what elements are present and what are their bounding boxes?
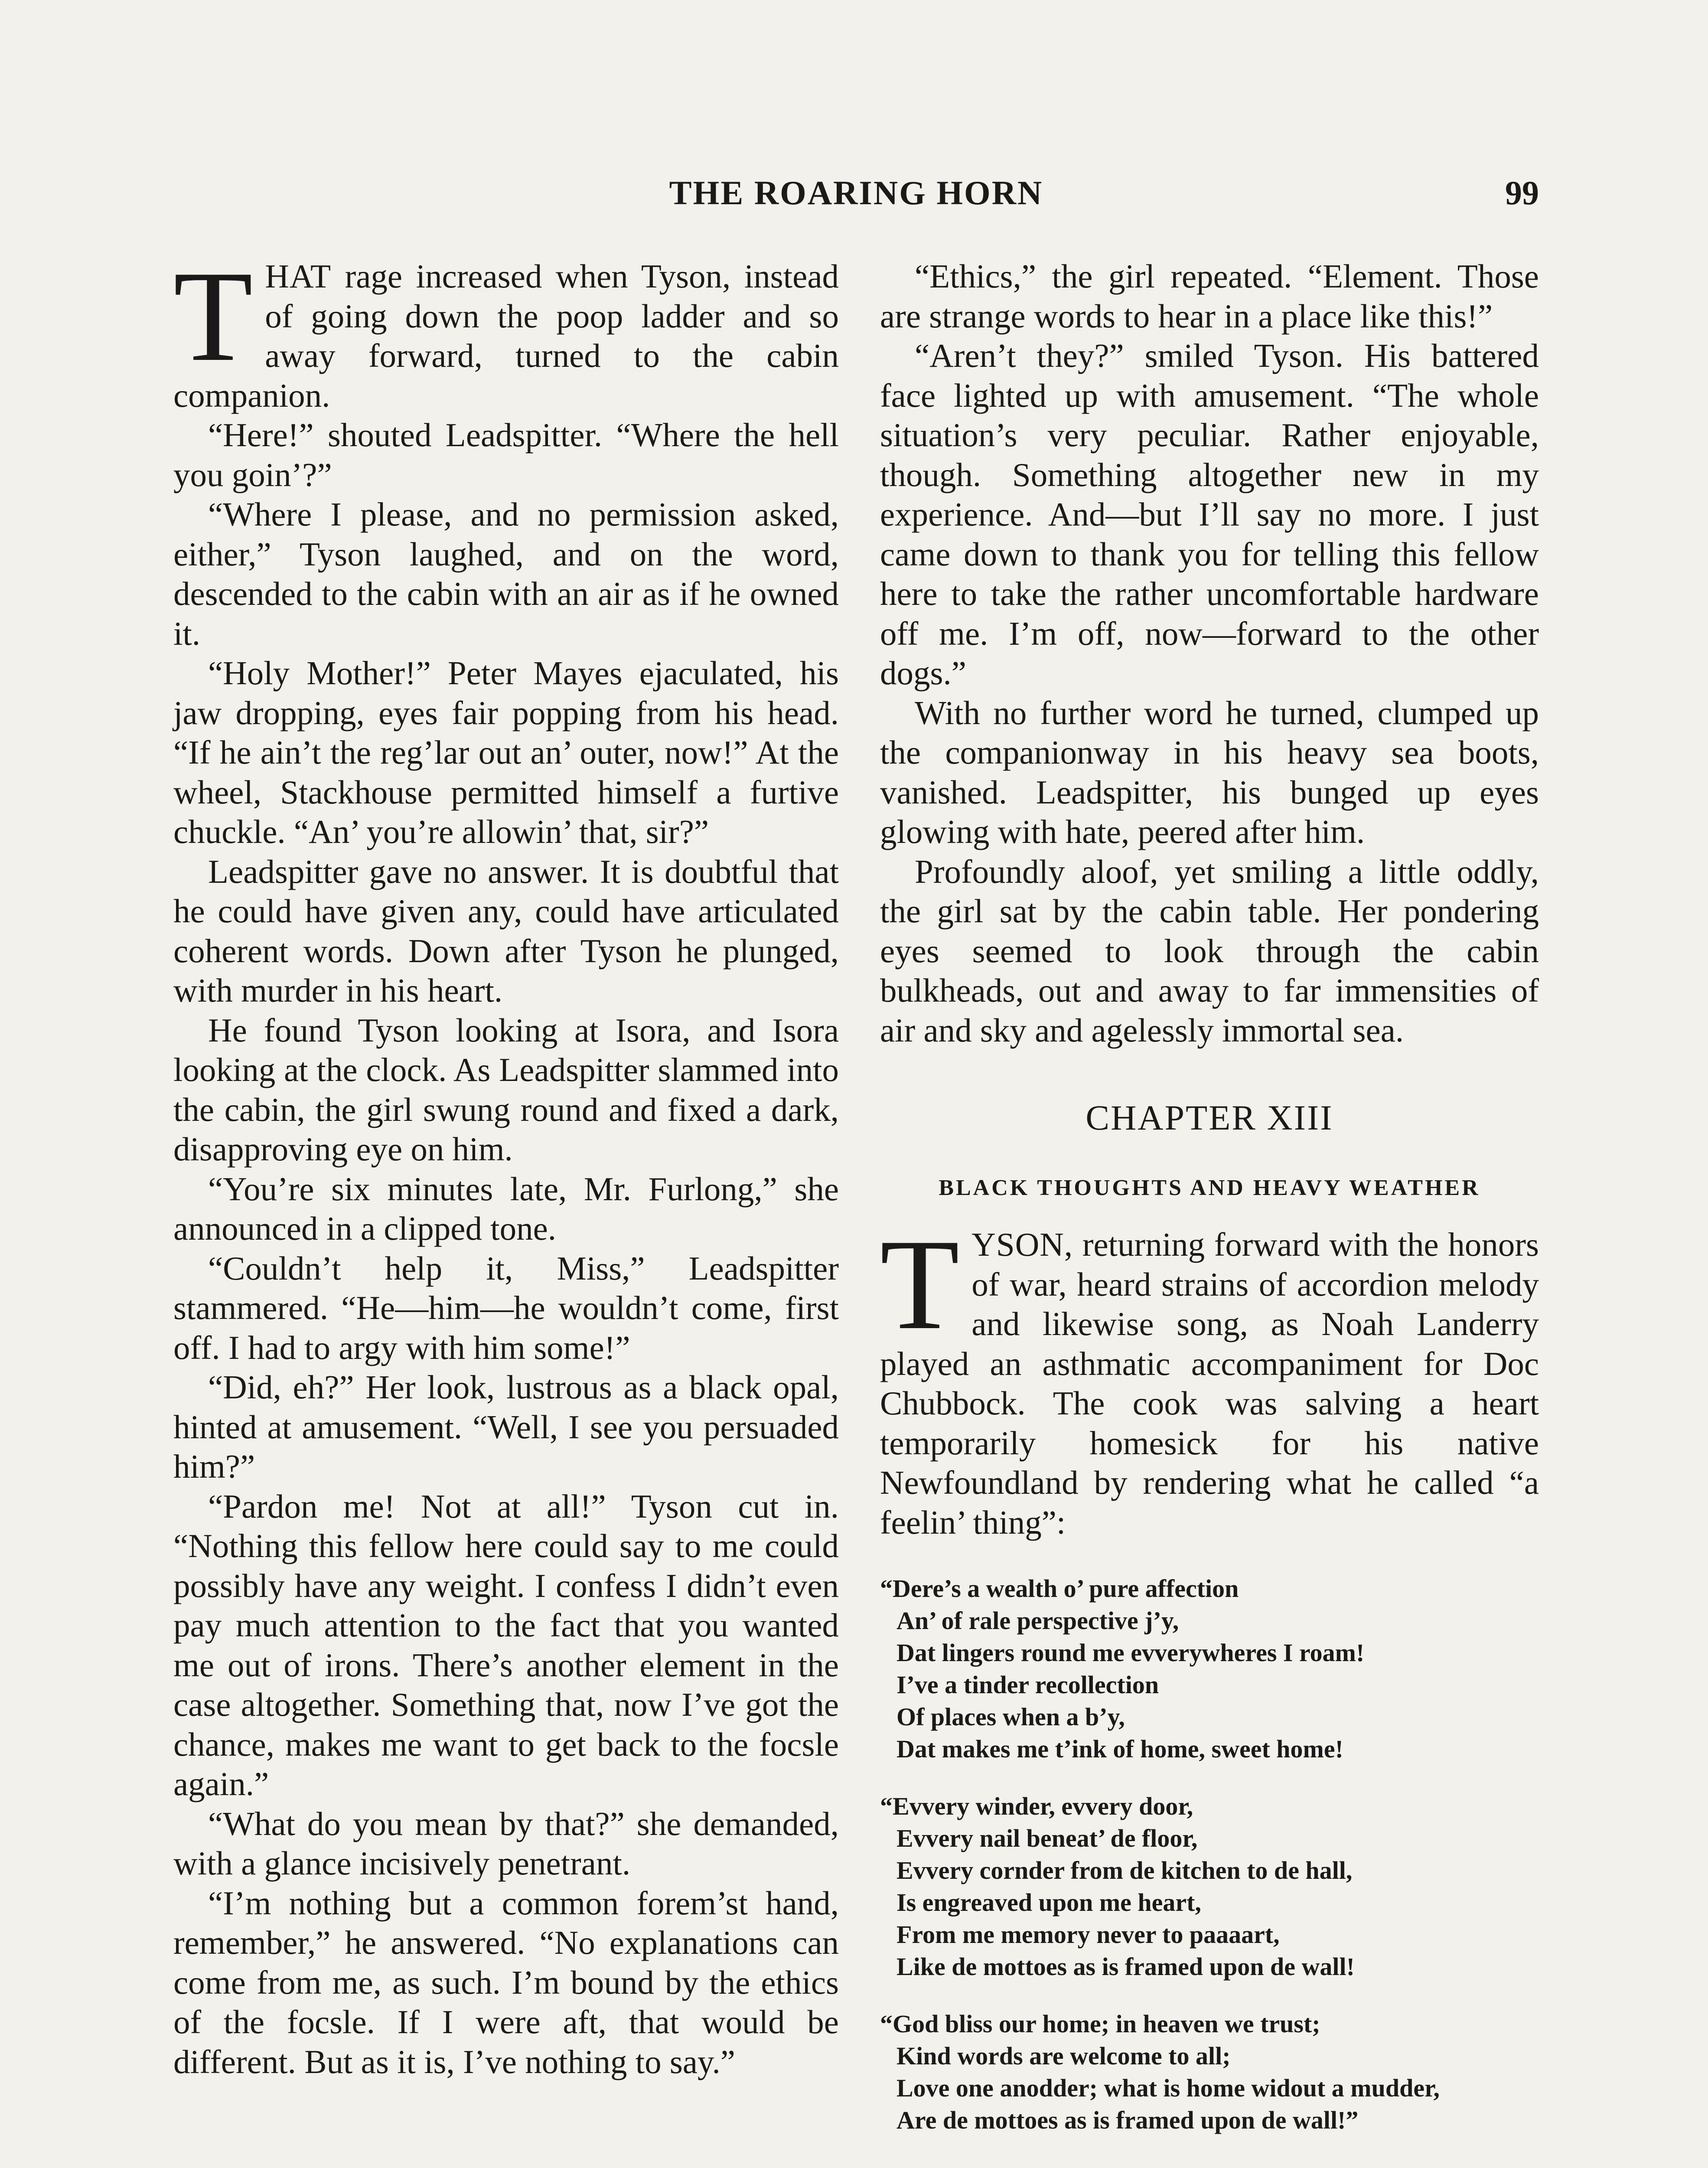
paragraph-text: rage increased when Tyson, instead of going down the poop ladder and so away forward, turned to the cabin companion. (173, 258, 839, 414)
opening-word: HAT (265, 258, 331, 295)
paragraph: Profoundly aloof, yet smiling a little oddly, the girl sat by the cabin table. Her pondering eyes seemed to look through the cabin bulkheads, out and away to far immensities of air and sky and agelessly immortal sea. (880, 852, 1539, 1049)
stanza (880, 2008, 1539, 2136)
paragraph: “Did, eh?” Her look, lustrous as a black opal, hinted at amusement. “Well, I see you persuaded him?” (173, 1368, 839, 1485)
opening-paragraph (173, 244, 839, 415)
verse-line: Dat makes me t’ink of home, sweet home! (896, 1735, 1343, 1763)
paragraph: “Couldn’t help it, Miss,” Leadspitter stammered. “He—him—he wouldn’t come, first off. I had to argy with him some!” (173, 1249, 839, 1366)
paragraph: “What do you mean by that?” she demanded, with a glance incisively penetrant. (173, 1805, 839, 1882)
paragraph: “Here!” shouted Leadspitter. “Where the hell you goin’?” (173, 416, 839, 493)
paragraph: Leadspitter gave no answer. It is doubtful that he could have given any, could have articulated coherent words. Down after Tyson he plunged, with murder in his heart. (173, 852, 839, 1009)
verse-line: “Evvery winder, evvery door, (880, 1792, 1193, 1820)
verse-line: Evvery cornder from de kitchen to de hall, (896, 1856, 1353, 1884)
chapter-opening-word: YSON, (971, 1226, 1073, 1263)
stanza (880, 1573, 1539, 1765)
chapter-title: CHAPTER XIII (1085, 1098, 1333, 1137)
paragraph-text: returning forward with the honors of war, heard strains of accordion melody and likewise song, as Noah Landerry played an asthmatic accompaniment for Doc Chubbock. The cook was salving a heart temporarily homesick for his native Newfoundland by rendering what he called “a feelin’ thing”: (880, 1226, 1539, 1541)
page-header (173, 173, 1539, 225)
stanza (880, 1790, 1539, 1983)
paragraph: “Pardon me! Not at all!” Tyson cut in. “Nothing this fellow here could say to me could possibly have any weight. I confess I didn’t even pay much attention to the fact that you wanted me out of irons. There’s another element in the case altogether. Something that, now I’ve got the chance, makes me want to get back to the focsle again.” (173, 1487, 839, 1802)
paragraph: “Aren’t they?” smiled Tyson. His battered face lighted up with amusement. “The whole situation’s very peculiar. Rather enjoyable, though. Something altogether new in my experience. And—but I’ll say no more. I just came down to thank you for telling this fellow here to take the rather uncomfortable hardware off me. I’m off, now—forward to the other dogs.” (880, 337, 1539, 692)
paragraph: “I’m nothing but a common forem’st hand, remember,” he answered. “No explanations can come from me, as such. I’m bound by the ethics of the focsle. If I were aft, that would be different. But as it is, I’ve nothing to say.” (173, 1884, 839, 2080)
paragraph: He found Tyson looking at Isora, and Isora looking at the clock. As Leadspitter slammed into the cabin, the girl swung round and fixed a dark, disapproving eye on him. (173, 1011, 839, 1168)
verse-line: Is engreaved upon me heart, (896, 1888, 1201, 1917)
verse-line: From me memory never to paaaart, (896, 1920, 1280, 1949)
verse-line: Dat lingers round me evverywheres I roam! (896, 1639, 1365, 1667)
right-column (880, 257, 1539, 2161)
verse-line: An’ of rale perspective j’y, (896, 1606, 1179, 1635)
paragraph: “Holy Mother!” Peter Mayes ejaculated, his jaw dropping, eyes fair popping from his head. “If he ain’t the reg’lar out an’ outer, now!” At the wheel, Stackhouse permitted himself a furtive chuckle. “An’ you’re allowin’ that, sir?” (173, 654, 839, 850)
running-title: THE ROARING HORN (669, 174, 1043, 212)
left-column (173, 244, 839, 2082)
paragraph: “You’re six minutes late, Mr. Furlong,” she announced in a clipped tone. (173, 1170, 839, 1247)
paragraph: “Where I please, and no permission asked, either,” Tyson laughed, and on the word, descended to the cabin with an air as if he owned it. (173, 496, 839, 652)
verse-line: Kind words are welcome to all; (896, 2042, 1231, 2070)
song-verse (880, 1573, 1539, 2136)
verse-line: I’ve a tinder recollection (896, 1671, 1159, 1699)
verse-line: Evvery nail beneat’ de floor, (896, 1824, 1198, 1852)
verse-line: Are de mottoes as is framed upon de wall!” (896, 2106, 1359, 2134)
chapter-drop-cap: T (880, 1212, 960, 1356)
verse-line: Love one anodder; what is home widout a mudder, (896, 2074, 1440, 2102)
drop-cap: T (173, 244, 253, 388)
paragraph: “Ethics,” the girl repeated. “Element. Those are strange words to hear in a place like this!” (880, 258, 1539, 335)
paragraph: With no further word he turned, clumped up the companionway in his heavy sea boots, vanished. Leadspitter, his bunged up eyes glowing with hate, peered after him. (880, 694, 1539, 850)
verse-line: “Dere’s a wealth o’ pure affection (880, 1574, 1239, 1603)
verse-line: Like de mottoes as is framed upon de wall! (896, 1953, 1355, 1981)
chapter-opening-paragraph (880, 1212, 1539, 1542)
chapter-subtitle: BLACK THOUGHTS AND HEAVY WEATHER (939, 1175, 1480, 1200)
verse-line: “God bliss our home; in heaven we trust; (880, 2010, 1320, 2038)
verse-line: Of places when a b’y, (896, 1703, 1125, 1731)
page-number: 99 (1505, 174, 1539, 212)
